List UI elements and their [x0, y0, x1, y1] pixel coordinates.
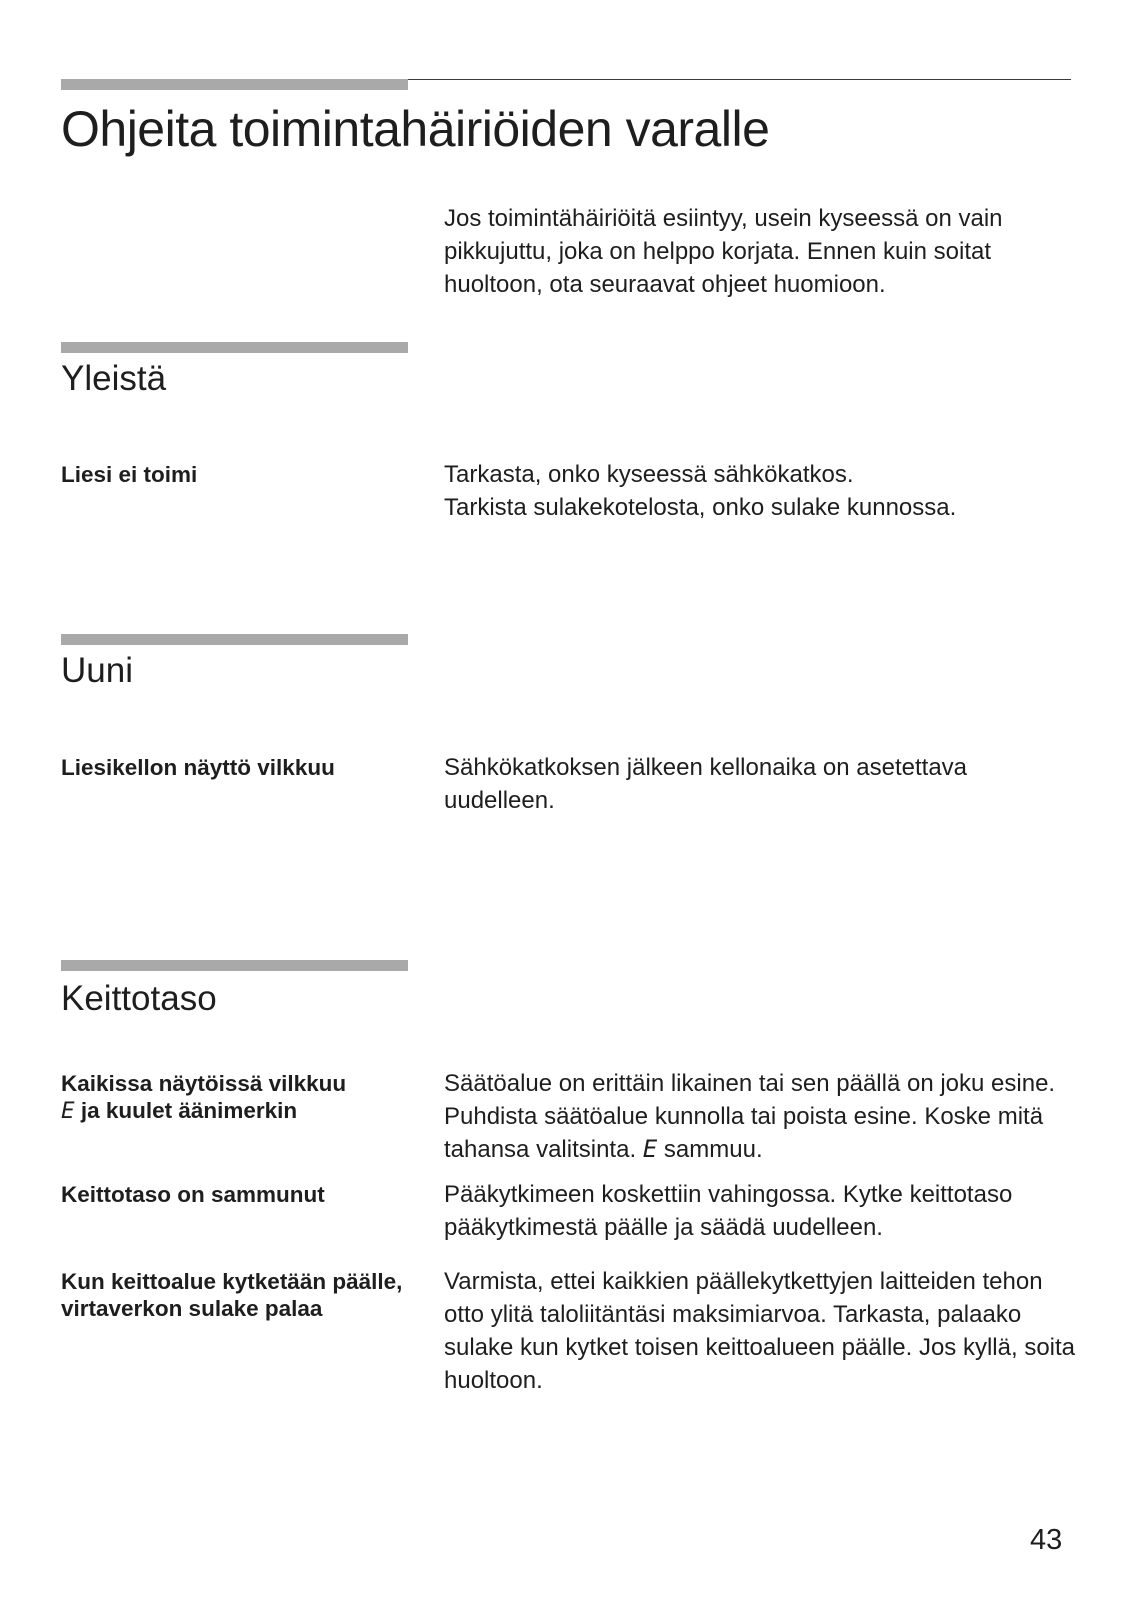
- solution-text: Sähkökatkoksen jälkeen kellonaika on asetettava uudelleen.: [444, 754, 968, 814]
- title-rule-thin: [408, 79, 1071, 80]
- display-symbol-e: E: [642, 1135, 658, 1163]
- section-heading-keittotaso: Keittotaso: [61, 979, 217, 1018]
- intro-text: Jos toimintähäiriöitä esiintyy, usein kyseessä on vain pikkujuttu, joka on helppo korjata. Ennen kuin soitat huoltoon, ota seuraavat ohjeet huomioon.: [444, 205, 1003, 298]
- section-rule-uuni: [61, 634, 408, 645]
- solution-line: Säätöalue on erittäin likainen tai sen päällä on joku esine. Puhdista säätöalue kunnolla tai poista esine. Koske mitä tahansa valitsinta.: [444, 1070, 1056, 1163]
- problem-label: Kun keittoalue kytketään päälle, virtaverkon sulake palaa: [61, 1269, 403, 1321]
- page-title: Ohjeita toimintahäiriöiden varalle: [61, 101, 770, 157]
- solution-text: Pääkytkimeen koskettiin vahingossa. Kytke keittotaso pääkytkimestä päälle ja säädä uudelleen.: [444, 1181, 1013, 1241]
- solution-text: [444, 1067, 1076, 1166]
- section-heading-yleista: Yleistä: [61, 359, 167, 398]
- problem-label: Keittotaso on sammunut: [61, 1182, 325, 1207]
- problem-label: Liesi ei toimi: [61, 462, 198, 487]
- title-rule-thick: [61, 79, 408, 90]
- section-rule-keittotaso: [61, 960, 408, 971]
- solution-line: Tarkasta, onko kyseessä sähkökatkos.: [444, 461, 854, 488]
- problem-text: ja kuulet äänimerkin: [80, 1098, 298, 1123]
- solution-text: [444, 458, 1076, 524]
- page-number: 43: [1030, 1524, 1063, 1556]
- problem-label: Liesikellon näyttö vilkkuu: [61, 755, 335, 780]
- problem-text: Kaikissa näytöissä vilkkuu: [61, 1071, 347, 1096]
- solution-text: Varmista, ettei kaikkien päällekytkettyjen laitteiden tehon otto ylitä taloliitäntäsi maksimiarvoa. Tarkasta, palaako sulake kun kytket toisen keittoalueen päälle. Jos kyllä, soita huoltoon.: [444, 1268, 1076, 1394]
- section-rule-yleista: [61, 342, 408, 353]
- solution-line: Tarkista sulakekotelosta, onko sulake kunnossa.: [444, 494, 957, 521]
- section-heading-uuni: Uuni: [61, 651, 133, 690]
- problem-label: [61, 1070, 406, 1125]
- solution-line: sammuu.: [663, 1136, 763, 1163]
- display-symbol-e: E: [61, 1098, 75, 1124]
